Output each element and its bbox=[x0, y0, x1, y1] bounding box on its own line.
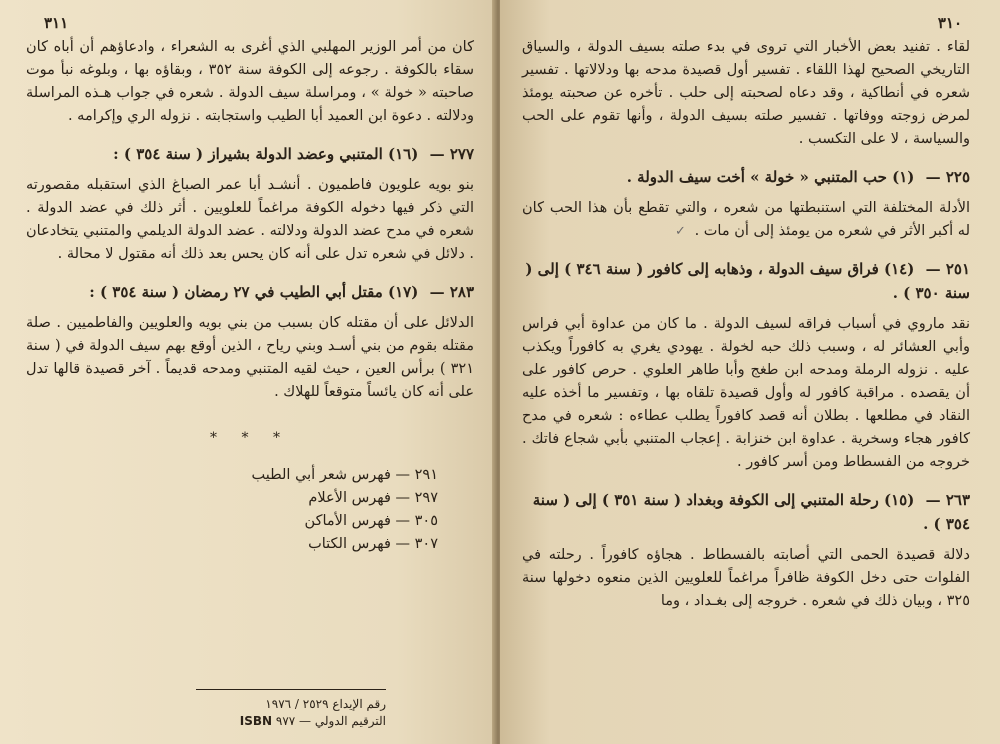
section-divider-stars: * * * bbox=[210, 430, 290, 446]
pencil-check-icon: ✓ bbox=[675, 224, 686, 239]
left-entry-page-277: ٢٧٧ — bbox=[429, 145, 474, 163]
right-entry-13-body: الأدلة المختلفة التي استنبطتها من شعره ، والتي تقطع بأن هذا الحب كان له أكبر الأثر في شعره من يومئذ إلى أن مات . bbox=[522, 200, 970, 239]
right-entry-title-13: (١) حب المتنبي « خولة » أخت سيف الدولة . bbox=[626, 168, 915, 186]
right-entry-page-225: ٢٢٥ — bbox=[925, 168, 970, 186]
right-entry-heading-14 bbox=[522, 257, 970, 305]
left-entry-heading-16 bbox=[26, 142, 474, 166]
index-item-poetry: ٢٩١ — فهرس شعر أبي الطيب bbox=[251, 467, 438, 483]
right-entry-14-text: نقد ماروي في أسباب فراقه لسيف الدولة . ما كان من عداوة أبي فراس وأبي العشائر له ، وسبب ذلك حبه لخولة . يهودي يغري به كافوراً ويكذب عليه . نزوله الرملة ومدحه ابن طغج وأبا طاهر العلوي . حرص كافور على أن يقصده . مراقبة كافور له وأول قصيدة تلقاه بها ، وتفسير ما أخذه عليه النقاد في مطلعها . بطلان أنه قصد كافوراً يطلب عطاءه : شعره في مدح كافور هجاء وسخرية . عداوة ابن خنزابة . إعجاب المتنبي بأبي شجاع فاتك . خروجه من الفسطاط ومن أسر كافور . bbox=[522, 316, 970, 470]
index-item-contents: ٣٠٧ — فهرس الكتاب bbox=[308, 536, 438, 552]
left-entry-title-16: (١٦) المتنبي وعضد الدولة بشيراز ( سنة ٣٥٤ ) : bbox=[113, 145, 419, 163]
right-entry-page-263: ٢٦٣ — bbox=[925, 491, 970, 509]
right-entry-heading-13 bbox=[522, 165, 970, 189]
left-intro-paragraph: كان من أمر الوزير المهلبي الذي أغرى به الشعراء ، وادعاؤهم أن أباه كان سقاء بالكوفة . رجوعه إلى الكوفة سنة ٣٥٢ ، وبقاؤه بها ، وبلوغه نبأ موت صاحبته « خولة » ، ومراسلة سيف الدولة . شعره في جواب هـذه المراسلة ودلالته . دعوة ابن العميد أبا الطيب واستجابته . نزوله الري وإكرامه . bbox=[26, 39, 474, 124]
isbn-label: ISBN bbox=[239, 714, 273, 728]
right-page-number: ٣١٠ bbox=[937, 14, 962, 32]
left-entry-16-text: بنو بويه علويون فاطميون . أنشـد أبا عمر الصباغ الذي استقبله مقصورته التي ذكر فيها دخوله الكوفة مراغماً للعلويين . أثر ذلك في عضد الدولة . شعره في مدح عضد الدولة ودلالته . عضد الدولة الديلمي والمتنبي يتخادعان . دلائل في شعره تدل على أنه كان يحس بعد ذلك أنه مقتول لا محالة . bbox=[26, 177, 474, 262]
left-page-number: ٣١١ bbox=[44, 14, 69, 32]
index-item-places: ٣٠٥ — فهرس الأماكن bbox=[304, 513, 438, 529]
left-entry-page-283: ٢٨٣ — bbox=[429, 283, 474, 301]
right-intro-paragraph: لقاء . تفنيد بعض الأخبار التي تروى في بدء صلته بسيف الدولة ، والسياق التاريخي الصحيح لهذا اللقاء . تفسير أول قصيدة مدحه بها ودلالاتها . تفسير شعره في أنطاكية ، وقد دعاه لصحبته إلى حلب . تأخره عن صحبته يومئذ لمرض زوجته ووفاتها . تفسير صلته بسيف الدولة ، وأنها تقوم على الحب والسياسة ، لا على التكسب . bbox=[522, 39, 970, 147]
isbn-arabic-label: الترقيم الدولي — ٩٧٧ bbox=[275, 714, 386, 728]
colophon bbox=[196, 689, 386, 730]
right-entry-13-text bbox=[522, 197, 970, 243]
left-entry-heading-17 bbox=[26, 280, 474, 304]
index-item-names: ٢٩٧ — فهرس الأعلام bbox=[308, 490, 438, 506]
index-list bbox=[26, 464, 474, 556]
right-entry-heading-15 bbox=[522, 488, 970, 536]
left-page bbox=[0, 0, 496, 744]
left-entry-17-text: الدلائل على أن مقتله كان بسبب من بني بويه والعلويين والفاطميين . صلة مقتله بقوم من بني أسـد وبني رياح ، الذين أوقع بهم سيف الدولة في ( سنة ٣٢١ ) برأس العين ، حيث لقيه المتنبي ومدحه قديماً . آخر قصيدة قالها تدل على أنه كان يائساً متوقعاً للهلاك . bbox=[26, 315, 474, 400]
right-entry-15-text: دلالة قصيدة الحمى التي أصابته بالفسطاط . هجاؤه كافوراً . رحلته في الفلوات حتى دخل الكوفة ظافراً مراغماً للعلويين الذين منعوه دخولها سنة ٣٢٥ ، وبيان ذلك في شعره . خروجه إلى بغـداد ، وما bbox=[522, 547, 970, 609]
right-entry-title-15: (١٥) رحلة المتنبي إلى الكوفة وبغداد ( سنة ٣٥١ ) إلى ( سنة ٣٥٤ ) . bbox=[532, 491, 970, 533]
isbn-line bbox=[196, 713, 386, 730]
left-entry-title-17: (١٧) مقتل أبي الطيب في ٢٧ رمضان ( سنة ٣٥٤ ) : bbox=[89, 283, 419, 301]
right-entry-title-14: (١٤) فراق سيف الدولة ، وذهابه إلى كافور ( سنة ٣٤٦ ) إلى ( سنة ٣٥٠ ) . bbox=[525, 260, 970, 302]
deposit-number: رقم الإيداع ٢٥٢٩ / ١٩٧٦ bbox=[265, 697, 386, 711]
right-page bbox=[500, 0, 1000, 744]
right-entry-page-251: ٢٥١ — bbox=[925, 260, 970, 278]
